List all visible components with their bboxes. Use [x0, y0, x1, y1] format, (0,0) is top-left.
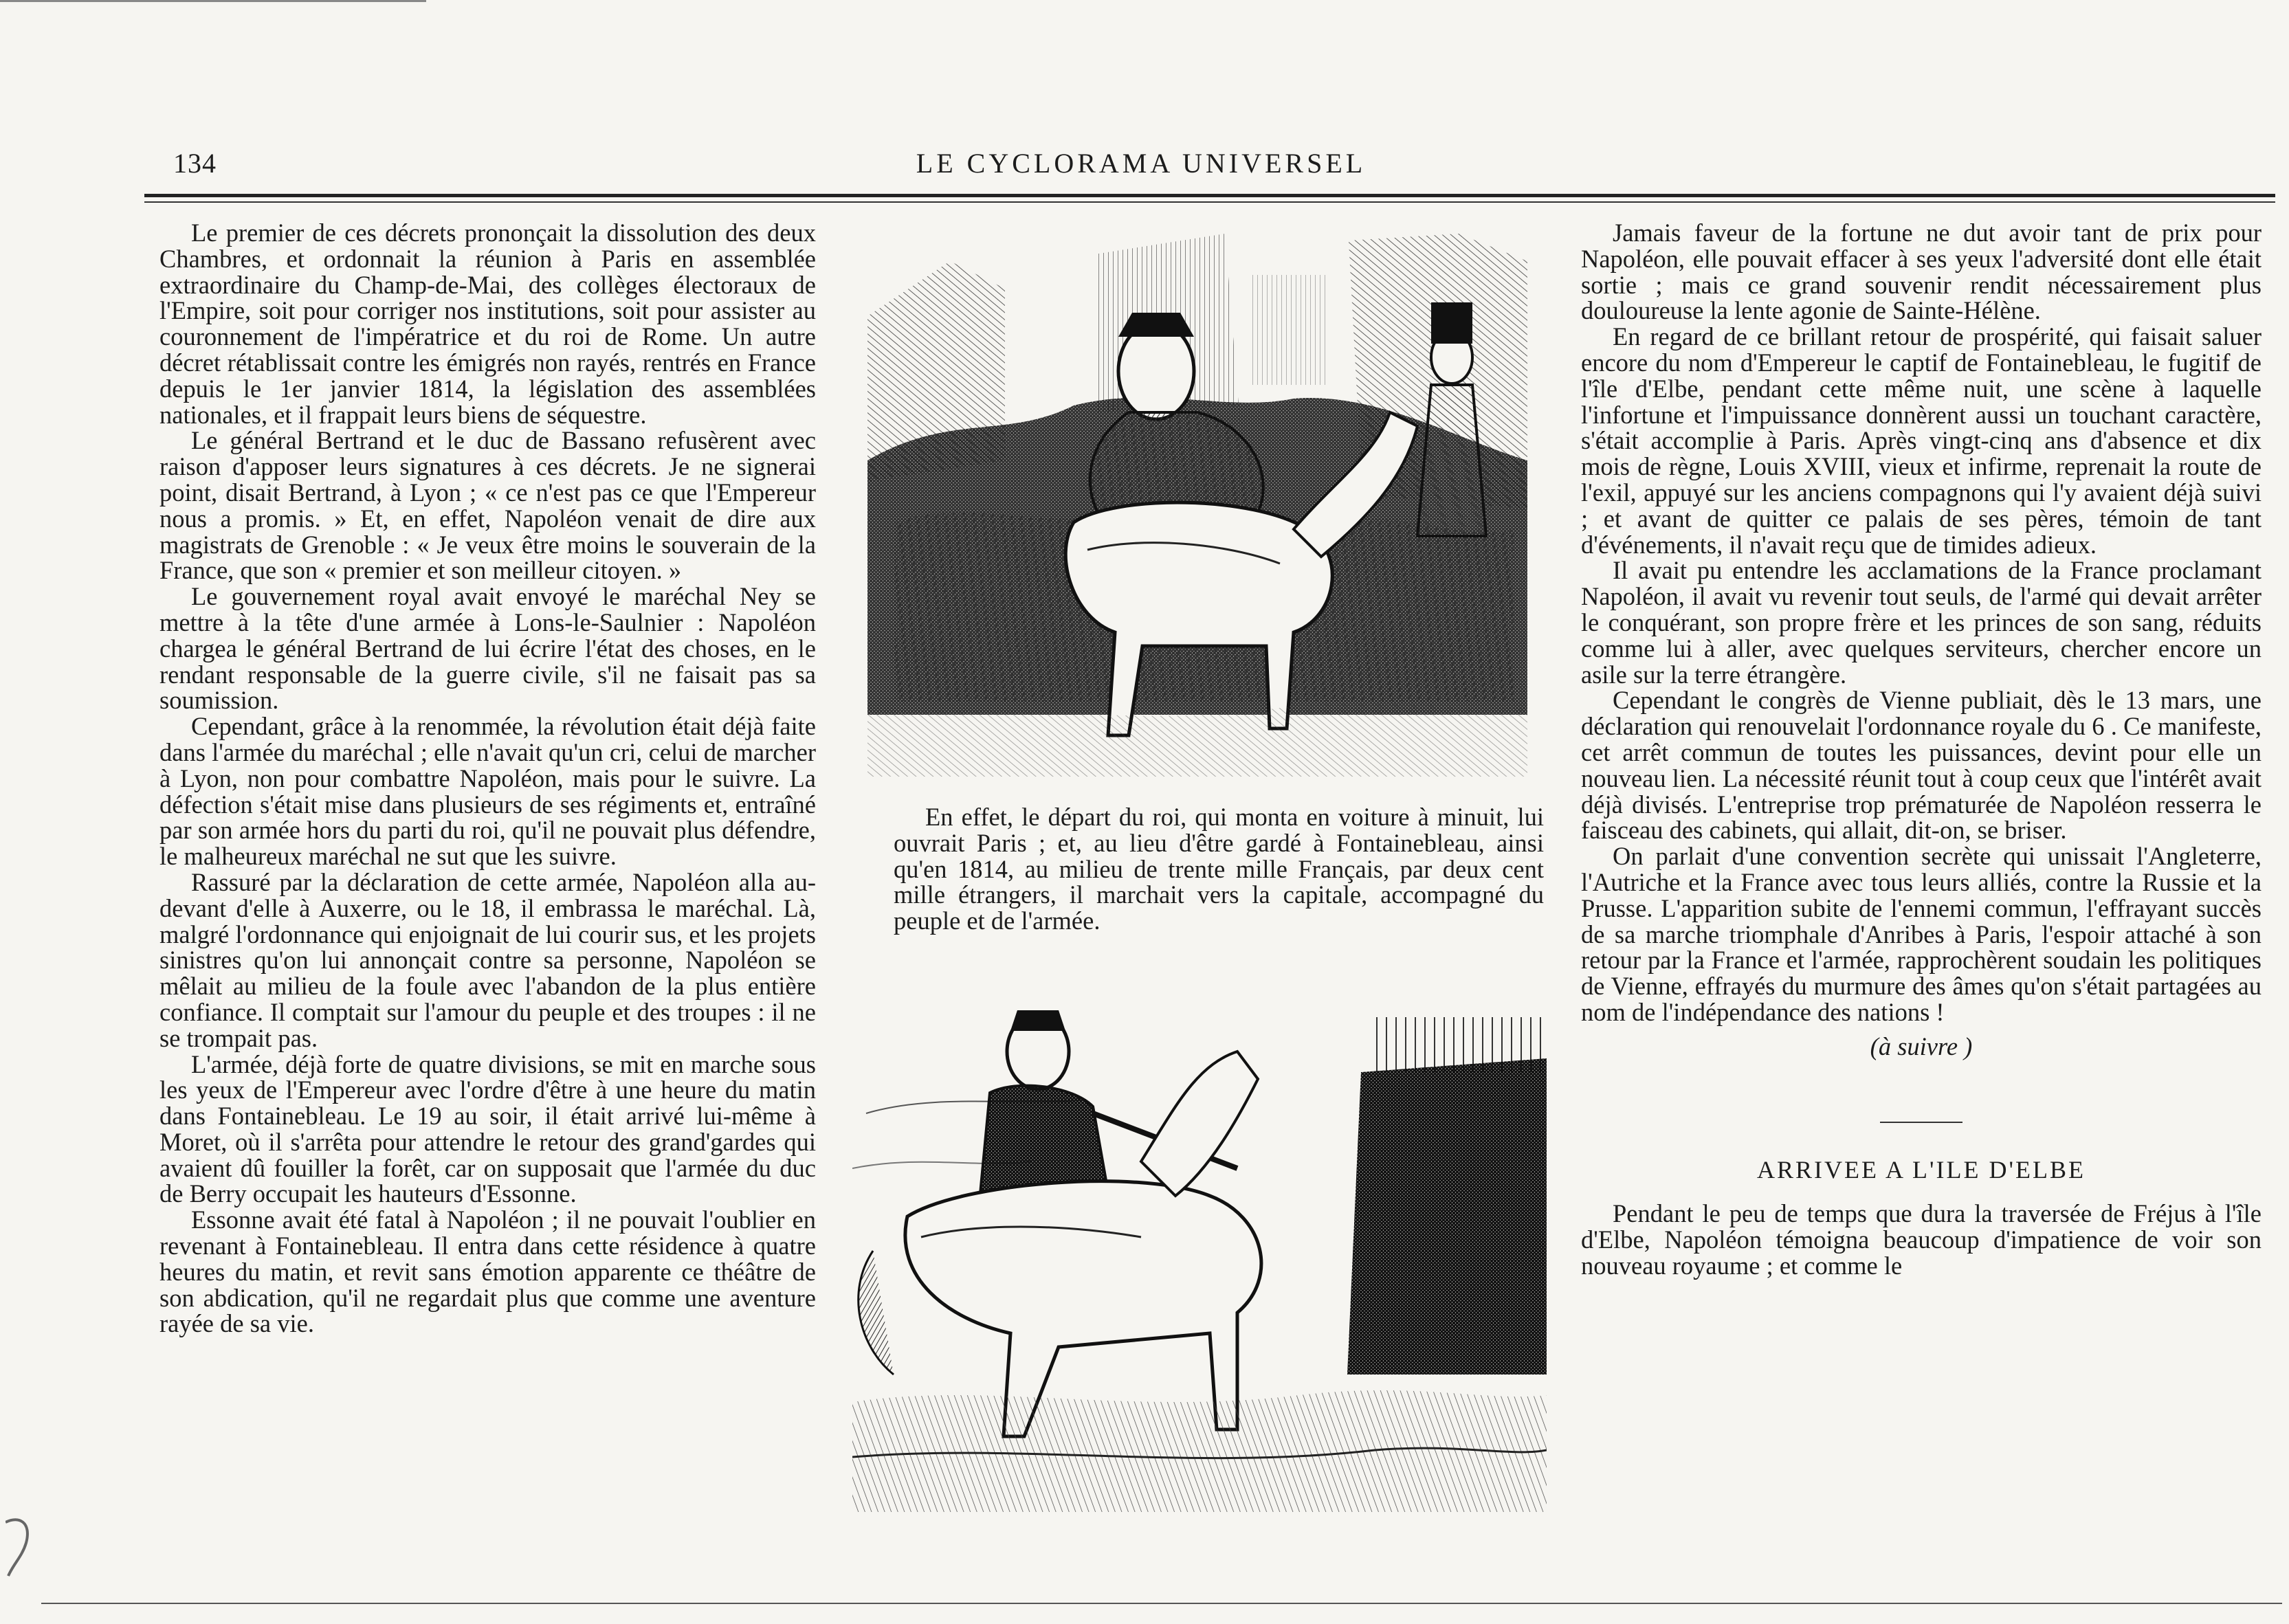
paragraph: Le général Bertrand et le duc de Bassano refusèrent avec raison d'apposer leurs signatures à ces décrets. Je ne signerai point, disait Bertrand, à Lyon ; « ce n'est pas ce que l'Empereur nous a promis. » Et, en effet, Napoléon venait de dire aux magistrats de Grenoble : « Je veux être moins le souverain de la France, que son « premier et son meilleur citoyen. » [159, 426, 816, 585]
top-edge-rule [0, 0, 426, 2]
paragraph: Cependant le congrès de Vienne publiait, dès le 13 mars, une déclaration qui renouvelait l'ordonnance royale du 6 . Ce manifeste, cet arrêt commun de toutes les puissances, devint pour elle un nouveau lien. La nécessité réunit tout à coup ceux que l'intérêt avait déjà divisés. L'entreprise trop prématurée de Napoléon resserra le faisceau des cabinets, qui allait, dit-on, se briser. [1581, 686, 2262, 845]
right-column [1581, 220, 2262, 1279]
bottom-rule [41, 1603, 2282, 1604]
illustration-officer-saluting-troops [852, 990, 1547, 1512]
paragraph: Le gouvernement royal avait envoyé le maréchal Ney se mettre à la tête d'une armée à Lons-le-Saulnier : Napoléon chargea le général Bertrand de lui écrire l'état des choses, en le rendant responsable de la guerre civile, s'il ne faisait pas sa soumission. [159, 582, 816, 715]
page-number: 134 [173, 148, 217, 179]
paragraph: On parlait d'une convention secrète qui unissait l'Angleterre, l'Autriche et la France avec tous leurs alliés, contre la Russie et la Prusse. L'apparition subite de l'ennemi commun, l'effrayant succès de sa marche triomphale d'Anribes à Paris, l'espoir attaché à son retour par la France et l'armée, rapprochèrent soudain les politiques de Vienne, effrayés du murmure des âmes qu'on s'était partagées au nom de l'indépendance des nations ! [1581, 842, 2262, 1026]
paragraph: En regard de ce brillant retour de prospérité, qui faisait saluer encore du nom d'Empereur le captif de Fontainebleau, le fugitif de l'île d'Elbe, pendant cette même nuit, une scène à laquelle l'infortune et l'impuissance donnèrent aussi un touchant caractère, s'était accomplie à Paris. Après vingt-cinq ans d'absence et dix mois de règne, Louis XVIII, vieux et infirme, reprenait la route de l'exil, appuyé sur les anciens compagnons qui l'y avaient déjà suivi ; et avant de quitter ce palais de ses pères, témoin de tant d'événements, il n'avait reçu que de timides adieux. [1581, 322, 2262, 559]
to-be-continued: (à suivre ) [1870, 1032, 1973, 1060]
illustration-crowd-horseman [867, 234, 1527, 777]
paragraph: Rassuré par la déclaration de cette armée, Napoléon alla au-devant d'elle à Auxerre, ou le 18, il embrassa le maréchal. Là, malgré l'ordonnance qui enjoignait de lui courir sus, et les projets sinistres qu'on lui annonçait contre sa personne, Napoléon se mêlait au milieu de la foule avec l'abandon de la plus entière confiance. Il comptait sur l'amour du peuple et des troupes : il ne se trompait pas. [159, 867, 816, 1052]
section-title: ARRIVEE A L'ILE D'ELBE [1757, 1155, 2086, 1183]
header-rule-thick [144, 194, 2275, 197]
section-separator [1880, 1122, 1962, 1123]
header-rule-thin [144, 201, 2275, 203]
running-title: LE CYCLORAMA UNIVERSEL [916, 148, 1367, 179]
paragraph: L'armée, déjà forte de quatre divisions, se mit en marche sous les yeux de l'Empereur avec l'ordre d'être à une heure du matin dans Fontainebleau. Le 19 au soir, il était arrivé lui-même à Moret, où il s'arrêta pour attendre le retour des grand'gardes qui avaient dû fouiller la forêt, car on supposait que l'armée du duc de Berry occupait les hauteurs d'Essonne. [159, 1049, 816, 1208]
paragraph: Il avait pu entendre les acclamations de la France proclamant Napoléon, il avait vu revenir tout seuls, de l'armé qui devait arrêter le conquérant, son propre frère et les princes de son sang, réduits comme lui à aller, avec quelques serviteurs, chercher encore un asile sur la terre étrangère. [1581, 556, 2262, 689]
paragraph: Le premier de ces décrets prononçait la dissolution des deux Chambres, et ordonnait la réunion à Paris en assemblée extraordinaire du Champ-de-Mai, des collèges électoraux de l'Empire, soit pour corriger nos institutions, soit pour assister au couronnement de l'impératrice et du roi de Rome. Un autre décret rétablissait contre les émigrés non rayés, rentrés en France depuis le 1er janvier 1814, la législation des assemblées nationales, et il frappait leurs biens de séquestre. [159, 219, 816, 429]
left-column [159, 220, 816, 1337]
engraving-crowd-horseman-image [867, 234, 1527, 777]
engraving-officer-on-horse-image [852, 990, 1547, 1512]
paragraph: Cependant, grâce à la renommée, la révolution était déjà faite dans l'armée du maréchal ; elle n'avait qu'un cri, celui de marcher à Lyon, non pour combattre Napoléon, mais pour le suivre. La défection s'était mise dans plusieurs de ses régiments et, entraîné par son armée hors du parti du roi, qu'il ne pouvait plus défendre, le malheureux maréchal ne sut que les suivre. [159, 712, 816, 871]
paragraph: Jamais faveur de la fortune ne dut avoir tant de prix pour Napoléon, elle pouvait effacer à ses yeux l'adversité dont elle était sortie ; mais ce grand souvenir rendit nécessairement plus douloureuse la lente agonie de Sainte-Hélène. [1581, 219, 2262, 325]
page-edge-mark [5, 1515, 33, 1577]
paragraph: En effet, le départ du roi, qui monta en voiture à minuit, lui ouvrait Paris ; et, au lieu d'être gardé à Fontainebleau, ainsi qu'en 1814, au milieu de trente mille Français, par deux cent mille étrangers, il marchait vers la capitale, accompagné du peuple et de l'armée. [894, 803, 1544, 935]
paragraph: Pendant le peu de temps que dura la traversée de Fréjus à l'île d'Elbe, Napoléon témoigna beaucoup d'impatience de voir son nouveau royaume ; et comme le [1581, 1199, 2262, 1280]
paragraph: Essonne avait été fatal à Napoléon ; il ne pouvait l'oublier en revenant à Fontainebleau. Il entra dans cette résidence à quatre heures du matin, et revit sans émotion apparente ce théâtre de son abdication, qu'il ne regardait plus que comme une aventure rayée de sa vie. [159, 1205, 816, 1338]
page-header [158, 147, 2124, 188]
middle-column [894, 804, 1544, 934]
